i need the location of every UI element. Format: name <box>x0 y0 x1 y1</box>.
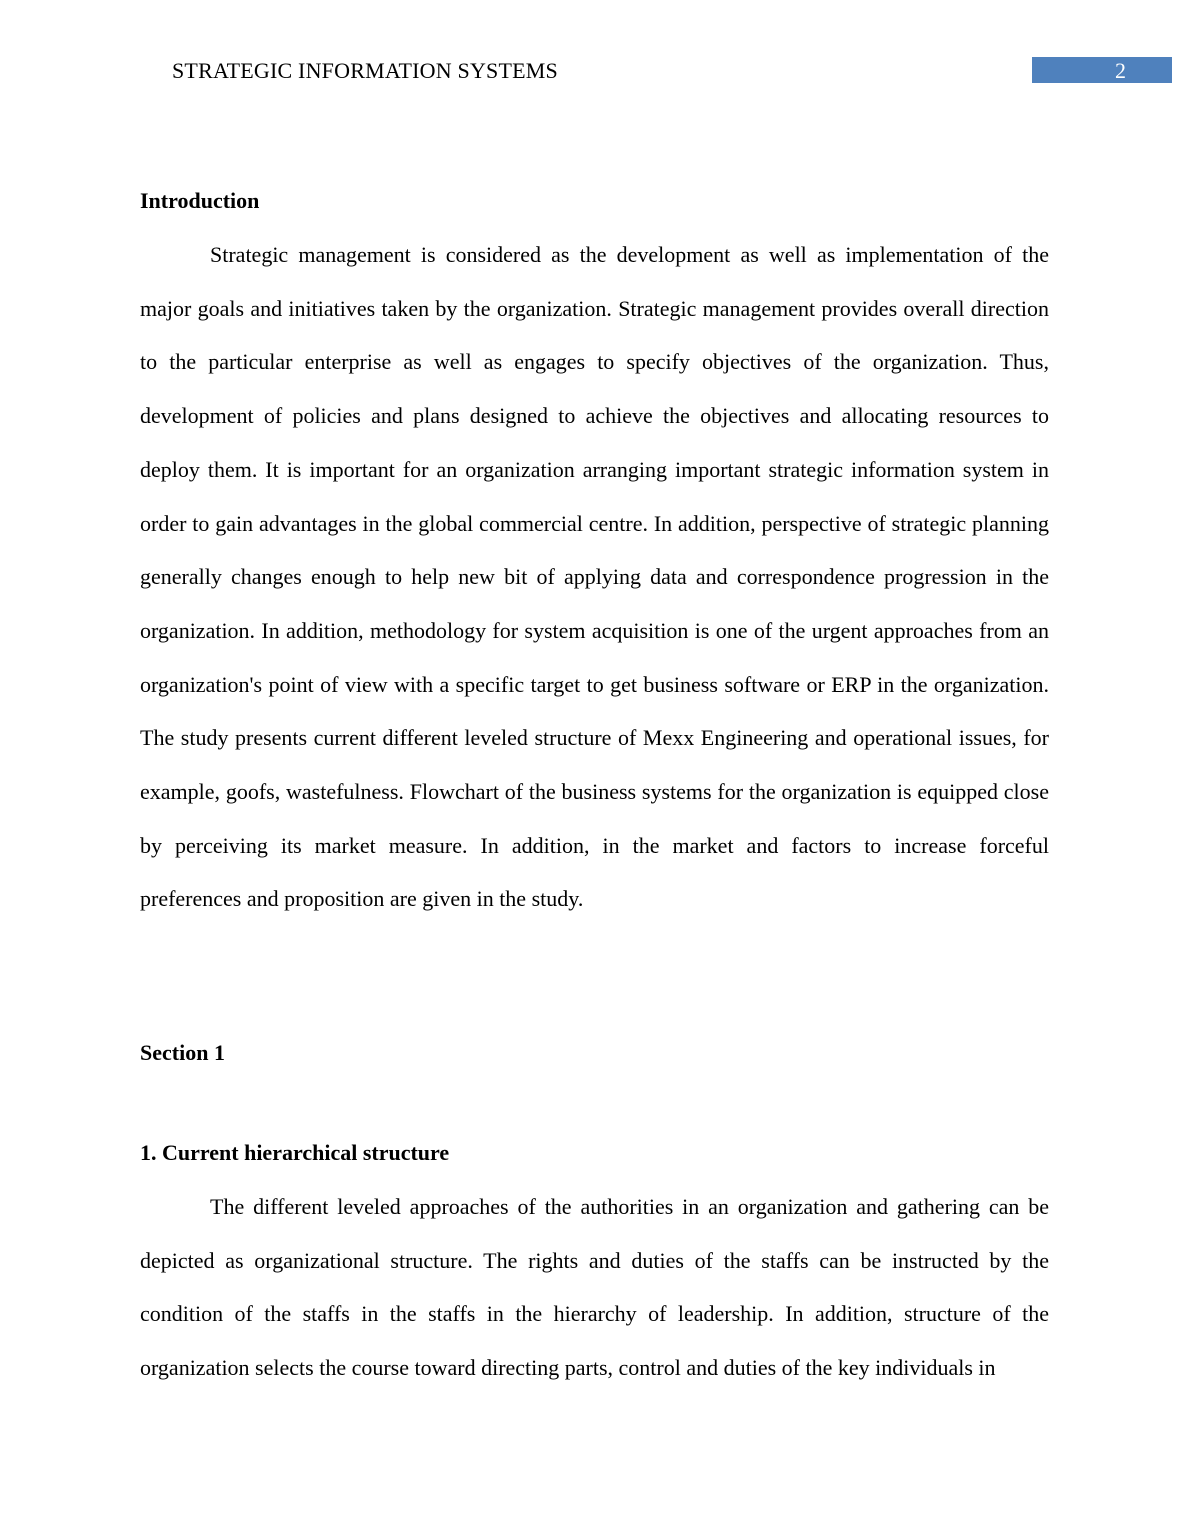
section-heading: Section 1 <box>140 1040 225 1065</box>
page-number-box <box>1032 57 1172 83</box>
running-head: STRATEGIC INFORMATION SYSTEMS <box>172 58 558 83</box>
page-number: 2 <box>1115 58 1126 83</box>
section-paragraph: The different leveled approaches of the authorities in an organization and gathering can be depicted as organizational structure. The rights and duties of the staffs can be instructed by the condition of the staffs in the staffs in the hierarchy of leadership. In addition, structure of the organization selects the course toward directing parts, control and duties of the key individuals in <box>140 1194 1049 1381</box>
subsection-heading: 1. Current hierarchical structure <box>140 1140 450 1165</box>
introduction-paragraph: Strategic management is considered as the development as well as implementation of the major goals and initiatives taken by the organization. Strategic management provides overall direction to the particular enterprise as well as engages to specify objectives of the organization. Thus, development of policies and plans designed to achieve the objectives and allocating resources to deploy them. It is important for an organization arranging important strategic information system in order to gain advantages in the global commercial centre. In addition, perspective of strategic planning generally changes enough to help new bit of applying data and correspondence progression in the organization. In addition, methodology for system acquisition is one of the urgent approaches from an organization's point of view with a specific target to get business software or ERP in the organization. The study presents current different leveled structure of Mexx Engineering and operational issues, for example, goofs, wastefulness. Flowchart of the business systems for the organization is equipped close by perceiving its market measure. In addition, in the market and factors to increase forceful preferences and proposition are given in the study. <box>140 242 1049 912</box>
introduction-heading: Introduction <box>140 188 260 213</box>
